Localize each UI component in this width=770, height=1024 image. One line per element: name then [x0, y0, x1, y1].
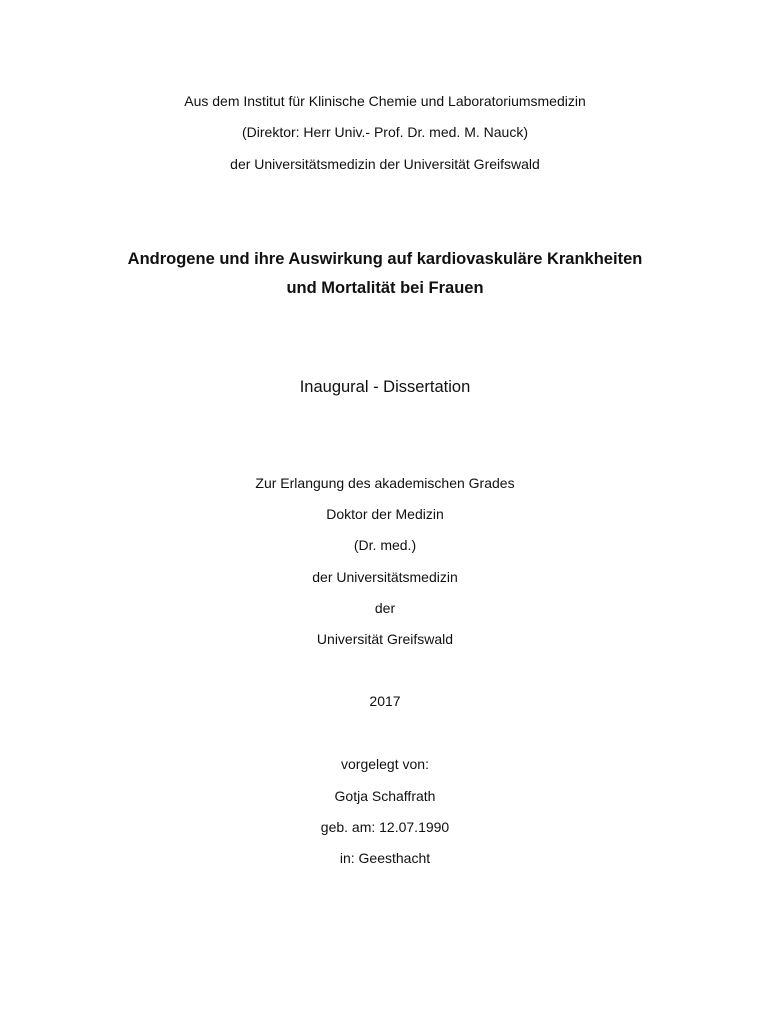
thesis-title-line-1: Androgene und ihre Auswirkung auf kardiovaskuläre Krankheiten [127, 250, 643, 268]
author-birth-date: geb. am: 12.07.1990 [320, 819, 450, 835]
degree-name: Doktor der Medizin [326, 506, 444, 522]
thesis-title-line-2: und Mortalität bei Frauen [286, 279, 484, 297]
degree-abbreviation: (Dr. med.) [353, 537, 417, 553]
institute-director: (Direktor: Herr Univ.- Prof. Dr. med. M. Nauck) [241, 124, 528, 140]
degree-line-5: der [374, 600, 396, 616]
document-type: Inaugural - Dissertation [299, 378, 471, 396]
author-name: Gotja Schaffrath [334, 788, 436, 804]
author-birth-place: in: Geesthacht [339, 850, 431, 866]
author-label: vorgelegt von: [341, 756, 429, 772]
university-name: Universität Greifswald [316, 631, 454, 647]
year: 2017 [369, 693, 401, 709]
institute-line-3: der Universitätsmedizin der Universität Greifswald [230, 156, 540, 172]
degree-line-1: Zur Erlangung des akademischen Grades [255, 475, 515, 491]
degree-line-4: der Universitätsmedizin [312, 569, 458, 585]
institute-line-1: Aus dem Institut für Klinische Chemie und Laboratoriumsmedizin [184, 93, 586, 109]
